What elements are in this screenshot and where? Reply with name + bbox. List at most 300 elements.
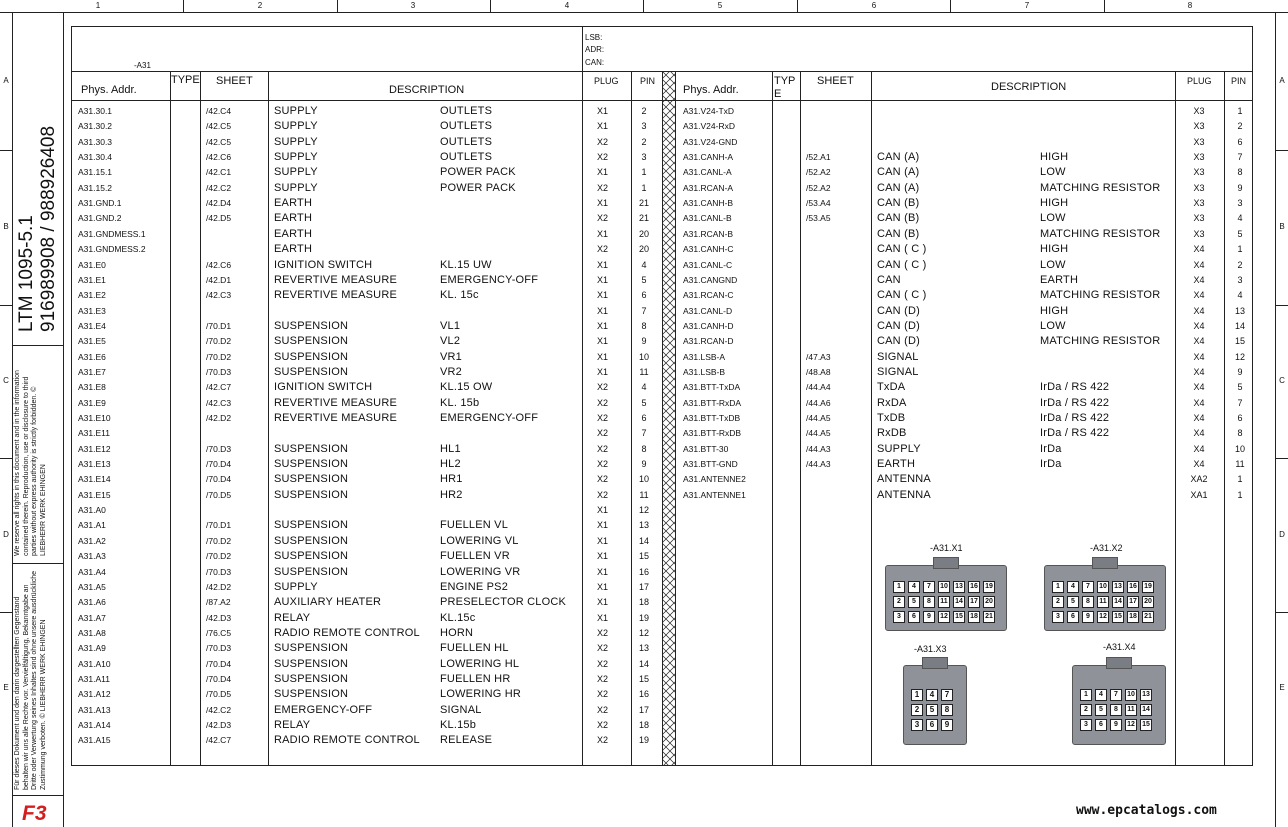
- watermark: www.epcatalogs.com: [1076, 803, 1217, 818]
- connector-pin: 13: [1140, 689, 1152, 701]
- adr-label: ADR:: [585, 45, 605, 54]
- description-secondary: FUELLEN HL: [440, 642, 509, 655]
- pin-number: 5: [641, 397, 647, 408]
- description-primary: AUXILIARY HEATER: [274, 596, 382, 609]
- notice-text: Für dieses Dokument und den darin dargestellten Gegenstand behalten wir uns alle Rechte vor. Vervielfältigung, Bekanntgabe an Dritte oder Verwertung seines Inhaltes sind ohne unsere ausdrückliche Zustimmung verboten.: [14, 570, 47, 790]
- description-primary: SUSPENSION: [274, 672, 349, 685]
- sheet-ref: /76.C5: [206, 627, 232, 638]
- description-secondary: MATCHING RESISTOR: [1040, 335, 1161, 348]
- pin-number: 19: [638, 612, 649, 623]
- connector-pin: 19: [1142, 581, 1154, 593]
- connector-pin: 21: [1142, 611, 1154, 623]
- pin-number: 13: [1234, 305, 1245, 316]
- description-secondary: OUTLETS: [440, 151, 493, 164]
- description-secondary: OUTLETS: [440, 120, 493, 133]
- module-label: -A31: [134, 61, 151, 70]
- description-primary: TxDB: [877, 412, 906, 424]
- phys-address: A31.E6: [78, 351, 106, 362]
- connector-pin: 9: [941, 719, 953, 731]
- phys-address: A31.CANGND: [683, 274, 738, 285]
- pin-number: 3: [641, 121, 647, 132]
- description-secondary: IrDa: [1040, 442, 1062, 455]
- pin-number: 10: [1234, 443, 1245, 454]
- phys-address: A31.ANTENNE1: [683, 489, 746, 500]
- description-primary: RxDB: [877, 427, 907, 440]
- description-secondary: VL2: [440, 335, 461, 348]
- phys-address: A31.CANH-D: [683, 320, 734, 331]
- pin-number: 8: [1237, 167, 1243, 178]
- pin-number: 15: [638, 673, 649, 684]
- plug-id: X4: [1193, 459, 1205, 470]
- column-header-plug: PLUG: [594, 76, 619, 86]
- description-primary: CAN (B): [877, 197, 920, 210]
- document-title: LTM 1095-5.1: [16, 215, 37, 332]
- connector-pin: 11: [938, 596, 950, 608]
- pin-number: 9: [641, 459, 647, 470]
- description-primary: SUSPENSION: [274, 442, 349, 455]
- description-secondary: IrDa / RS 422: [1040, 412, 1110, 424]
- plug-id: X1: [597, 551, 609, 562]
- description-secondary: KL. 15c: [440, 289, 479, 302]
- plug-id: X1: [597, 228, 609, 239]
- sheet-ref: /70.D3: [206, 566, 232, 577]
- description-primary: SUSPENSION: [274, 350, 349, 363]
- sheet-ref: /70.D2: [206, 336, 232, 347]
- phys-address: A31.BTT-TxDB: [683, 413, 741, 423]
- plug-id: X1: [597, 351, 609, 362]
- phys-address: A31.V24-GND: [683, 136, 738, 147]
- sheet-ref: /70.D1: [206, 320, 232, 331]
- description-primary: SUPPLY: [274, 181, 318, 194]
- plug-id: X1: [597, 597, 609, 608]
- description-primary: EARTH: [274, 197, 313, 210]
- description-primary: REVERTIVE MEASURE: [274, 396, 398, 409]
- plug-id: X1: [597, 167, 609, 178]
- description-primary: SUSPENSION: [274, 335, 349, 348]
- description-primary: IGNITION SWITCH: [274, 258, 373, 271]
- connector-pin: 15: [1112, 611, 1124, 623]
- connector-pin: 2: [893, 596, 905, 608]
- plug-id: X2: [597, 244, 609, 255]
- phys-address: A31.A7: [78, 612, 106, 623]
- pin-number: 3: [641, 152, 647, 163]
- description-secondary: OUTLETS: [440, 105, 493, 117]
- pin-number: 6: [1237, 136, 1243, 147]
- description-primary: SUSPENSION: [274, 473, 349, 486]
- description-secondary: OUTLETS: [440, 135, 493, 148]
- plug-id: X2: [597, 658, 609, 669]
- frame-side-border: [63, 12, 64, 827]
- description-primary: SUSPENSION: [274, 365, 349, 378]
- plug-id: X1: [597, 320, 609, 331]
- sheet-ref: /44.A5: [806, 428, 831, 439]
- sheet-ref: /52.A2: [806, 167, 831, 178]
- connector-pin: 10: [1097, 581, 1109, 593]
- connector-pin: 4: [908, 581, 920, 593]
- plug-id: X2: [597, 643, 609, 654]
- phys-address: A31.15.2: [78, 182, 113, 193]
- column-number: 8: [1187, 1, 1193, 10]
- connector-pin: 4: [926, 689, 938, 701]
- phys-address: A31.CANH-B: [683, 198, 734, 209]
- plug-id: X2: [597, 397, 609, 408]
- pin-number: 12: [638, 627, 649, 638]
- column-number: 3: [410, 1, 416, 10]
- pin-number: 2: [1237, 121, 1243, 132]
- description-primary: SUSPENSION: [274, 319, 349, 332]
- phys-address: A31.CANL-D: [683, 305, 733, 316]
- description-secondary: EARTH: [1040, 273, 1079, 286]
- description-secondary: VL1: [440, 319, 461, 332]
- phys-address: A31.A4: [78, 566, 106, 577]
- pin-number: 14: [638, 535, 649, 546]
- description-secondary: MATCHING RESISTOR: [1040, 181, 1161, 194]
- sheet-ref: /70.D3: [206, 443, 232, 454]
- phys-address: A31.CANL-C: [683, 259, 733, 270]
- sheet-ref: /44.A6: [806, 397, 831, 408]
- description-primary: SUPPLY: [274, 105, 318, 117]
- plug-id: X2: [597, 627, 609, 638]
- phys-address: A31.A12: [78, 689, 111, 700]
- row-letter: A: [1279, 76, 1285, 85]
- pin-number: 1: [641, 182, 647, 193]
- plug-id: X2: [597, 413, 609, 423]
- description-secondary: POWER PACK: [440, 181, 516, 194]
- description-primary: SUSPENSION: [274, 657, 349, 670]
- description-secondary: IrDa / RS 422: [1040, 396, 1110, 409]
- sheet-ref: /42.D1: [206, 274, 232, 285]
- description-secondary: POWER PACK: [440, 166, 516, 179]
- connector-latch: [1092, 557, 1118, 569]
- plug-id: X2: [597, 704, 609, 715]
- row-letter: E: [1279, 683, 1285, 692]
- connector-pin: 14: [1112, 596, 1124, 608]
- sheet-ref: /70.D2: [206, 535, 232, 546]
- connector-pin: 12: [1097, 611, 1109, 623]
- pin-number: 11: [1235, 459, 1245, 470]
- pin-number: 20: [638, 244, 649, 255]
- description-secondary: HIGH: [1040, 243, 1069, 256]
- sheet-ref: /47.A3: [806, 351, 831, 362]
- description-secondary: RELEASE: [440, 734, 493, 747]
- description-secondary: IrDa: [1040, 458, 1062, 471]
- sheet-ref: /42.D2: [206, 581, 232, 592]
- pin-number: 11: [639, 489, 649, 500]
- phys-address: A31.CANH-C: [683, 244, 734, 255]
- notice-text: We reserve all rights in this document and in the information contained therein. Reproduction, use or disclosure to third parties without express authority is strictly forbidden.: [14, 370, 38, 556]
- connector-pin: 5: [1095, 704, 1107, 716]
- pin-number: 4: [641, 382, 647, 393]
- column-header-address: Phys. Addr.: [683, 84, 739, 96]
- description-secondary: HIGH: [1040, 197, 1069, 210]
- sheet-ref: /70.D3: [206, 366, 232, 377]
- sheet-ref: /42.D3: [206, 720, 232, 730]
- connector-pin: 3: [1080, 719, 1092, 731]
- description-secondary: HR1: [440, 473, 463, 486]
- column-header-type: TYPE: [171, 74, 200, 86]
- phys-address: A31.ANTENNE2: [683, 474, 746, 485]
- connector-pin: 12: [938, 611, 950, 623]
- connector-pin: 7: [923, 581, 935, 593]
- description-primary: RELAY: [274, 719, 311, 731]
- plug-id: X4: [1193, 397, 1205, 408]
- pin-number: 9: [1237, 182, 1243, 193]
- plug-id: X1: [597, 336, 609, 347]
- description-primary: EMERGENCY-OFF: [274, 703, 373, 716]
- description-secondary: LOWERING VL: [440, 534, 519, 547]
- phys-address: A31.E9: [78, 397, 106, 408]
- pin-number: 9: [1237, 366, 1243, 377]
- lsb-label: LSB:: [585, 33, 603, 42]
- plug-id: X3: [1193, 167, 1205, 178]
- pin-number: 8: [641, 443, 647, 454]
- phys-address: A31.RCAN-A: [683, 182, 734, 193]
- description-secondary: VR2: [440, 365, 462, 378]
- description-secondary: MATCHING RESISTOR: [1040, 227, 1161, 240]
- phys-address: A31.E1: [78, 274, 106, 285]
- row-letter: C: [3, 376, 9, 385]
- connector-pin: 16: [968, 581, 980, 593]
- description-primary: SUSPENSION: [274, 642, 349, 655]
- connector-pin: 1: [911, 689, 923, 701]
- logo: F3: [22, 802, 47, 825]
- connector-pin: 5: [1067, 596, 1079, 608]
- plug-id: X1: [597, 259, 609, 270]
- description-primary: SUSPENSION: [274, 688, 349, 701]
- description-primary: CAN (A): [877, 181, 920, 194]
- pin-number: 3: [1237, 274, 1243, 285]
- phys-address: A31.E10: [78, 413, 111, 423]
- connector-pin: 16: [1127, 581, 1139, 593]
- description-primary: SIGNAL: [877, 350, 919, 363]
- phys-address: A31.E12: [78, 443, 111, 454]
- column-number: 4: [564, 1, 570, 10]
- pin-number: 5: [1237, 382, 1243, 393]
- connector-pin: 6: [1067, 611, 1079, 623]
- plug-id: X2: [597, 136, 609, 147]
- description-primary: SUSPENSION: [274, 519, 349, 532]
- connector-pin: 8: [923, 596, 935, 608]
- column-number: 7: [1024, 1, 1030, 10]
- connector-label: -A31.X3: [914, 644, 947, 654]
- plug-id: X4: [1193, 413, 1205, 423]
- connector-pin: 14: [953, 596, 965, 608]
- sheet-ref: /42.C2: [206, 182, 232, 193]
- plug-id: X2: [597, 382, 609, 393]
- plug-id: XA2: [1190, 474, 1208, 485]
- connector-pin: 21: [983, 611, 995, 623]
- phys-address: A31.A2: [78, 535, 106, 546]
- connector-pin: 13: [1112, 581, 1124, 593]
- sheet-ref: /70.D5: [206, 689, 232, 700]
- connector-pin: 7: [941, 689, 953, 701]
- plug-id: X1: [597, 581, 609, 592]
- plug-id: X3: [1193, 136, 1205, 147]
- pin-number: 7: [641, 305, 647, 316]
- description-secondary: IrDa / RS 422: [1040, 427, 1110, 440]
- pin-number: 1: [1237, 474, 1243, 485]
- plug-id: X3: [1193, 121, 1205, 132]
- column-header-type: TYPE: [774, 75, 796, 100]
- frame-top-border: [0, 12, 1288, 13]
- pin-number: 11: [639, 366, 649, 377]
- pin-number: 15: [1234, 336, 1245, 347]
- description-primary: CAN ( C ): [877, 258, 927, 271]
- pin-number: 8: [1237, 428, 1243, 439]
- connector-label: -A31.X4: [1103, 642, 1136, 652]
- connector-pin: 5: [908, 596, 920, 608]
- plug-id: X4: [1193, 428, 1205, 439]
- document-number: 916989908 / 988926408: [38, 125, 59, 332]
- connector-pin: 18: [1127, 611, 1139, 623]
- phys-address: A31.CANL-A: [683, 167, 732, 178]
- column-header-pin: PIN: [1231, 76, 1247, 86]
- pin-number: 4: [1237, 290, 1243, 301]
- sheet-ref: /42.C3: [206, 397, 232, 408]
- connector-pin: 5: [926, 704, 938, 716]
- row-letter: A: [3, 76, 9, 85]
- column-number: 2: [257, 1, 263, 10]
- connector-pin: 12: [1125, 719, 1137, 731]
- description-primary: SUPPLY: [274, 135, 318, 148]
- sheet-ref: /42.D5: [206, 213, 232, 224]
- plug-id: X2: [597, 182, 609, 193]
- connector-pin: 9: [1110, 719, 1122, 731]
- notice-company: © LIEBHERR WERK EHINGEN: [39, 619, 47, 719]
- connector-pin: 2: [1080, 704, 1092, 716]
- pin-number: 1: [1237, 489, 1243, 500]
- pin-number: 4: [641, 259, 647, 270]
- phys-address: A31.GNDMESS.1: [78, 228, 146, 239]
- sheet-ref: /44.A3: [806, 443, 831, 454]
- sheet-ref: /53.A5: [806, 213, 831, 224]
- description-primary: RxDA: [877, 396, 907, 409]
- plug-id: X3: [1193, 198, 1205, 209]
- description-secondary: KL.15b: [440, 719, 477, 731]
- description-secondary: FUELLEN VR: [440, 550, 510, 563]
- pin-number: 15: [638, 551, 649, 562]
- description-primary: IGNITION SWITCH: [274, 381, 373, 394]
- description-primary: CAN ( C ): [877, 243, 927, 256]
- pin-number: 21: [638, 213, 649, 224]
- plug-id: X4: [1193, 259, 1205, 270]
- description-secondary: IrDa / RS 422: [1040, 381, 1110, 394]
- connector-pin: 17: [968, 596, 980, 608]
- description-secondary: HORN: [440, 626, 474, 639]
- description-primary: REVERTIVE MEASURE: [274, 289, 398, 302]
- pin-number: 7: [1237, 397, 1243, 408]
- pin-number: 9: [641, 336, 647, 347]
- phys-address: A31.E5: [78, 336, 106, 347]
- notice-company: © LIEBHERR WERK EHINGEN: [31, 386, 47, 556]
- pin-number: 1: [1237, 106, 1243, 116]
- phys-address: A31.30.2: [78, 121, 113, 132]
- row-letter: C: [1279, 376, 1285, 385]
- description-secondary: HR2: [440, 488, 463, 501]
- phys-address: A31.A9: [78, 643, 106, 654]
- sheet-ref: /42.C7: [206, 382, 232, 393]
- connector-pin: 3: [911, 719, 923, 731]
- sheet-ref: /42.C4: [206, 106, 232, 116]
- phys-address: A31.30.4: [78, 152, 113, 163]
- pin-number: 6: [1237, 413, 1243, 423]
- pin-number: 16: [638, 689, 649, 700]
- sheet-ref: /42.D4: [206, 198, 232, 209]
- column-header-description: DESCRIPTION: [389, 84, 465, 96]
- connector-latch: [933, 557, 959, 569]
- plug-id: X1: [597, 305, 609, 316]
- description-primary: EARTH: [877, 458, 916, 471]
- column-number: 1: [95, 1, 101, 10]
- connector-pin: 9: [923, 611, 935, 623]
- description-primary: SUPPLY: [877, 442, 921, 455]
- pin-number: 13: [638, 520, 649, 531]
- phys-address: A31.30.1: [78, 106, 113, 116]
- pin-number: 1: [1237, 244, 1243, 255]
- column-header-plug: PLUG: [1187, 76, 1212, 86]
- phys-address: A31.A6: [78, 597, 106, 608]
- pin-number: 14: [638, 658, 649, 669]
- plug-id: X1: [597, 106, 609, 116]
- description-secondary: FUELLEN VL: [440, 519, 509, 532]
- phys-address: A31.RCAN-D: [683, 336, 734, 347]
- sheet-ref: /42.C7: [206, 735, 232, 746]
- sheet-ref: /42.D3: [206, 612, 232, 623]
- plug-id: X4: [1193, 244, 1205, 255]
- phys-address: A31.A8: [78, 627, 106, 638]
- sheet-ref: /42.C1: [206, 167, 232, 178]
- plug-id: X2: [597, 735, 609, 746]
- plug-id: X4: [1193, 290, 1205, 301]
- description-secondary: KL.15c: [440, 611, 476, 624]
- column-header-sheet: SHEET: [216, 75, 253, 87]
- phys-address: A31.CANH-A: [683, 152, 734, 163]
- sheet-ref: /42.C6: [206, 259, 232, 270]
- plug-id: X2: [597, 443, 609, 454]
- phys-address: A31.E15: [78, 489, 111, 500]
- connector-pin: 7: [1110, 689, 1122, 701]
- description-primary: ANTENNA: [877, 488, 931, 501]
- description-primary: SUSPENSION: [274, 565, 349, 578]
- phys-address: A31.BTT-RxDA: [683, 397, 742, 408]
- phys-address: A31.A15: [78, 735, 111, 746]
- connector-pin: 15: [1140, 719, 1152, 731]
- description-primary: RADIO REMOTE CONTROL: [274, 734, 420, 747]
- pin-number: 10: [638, 474, 649, 485]
- sheet-ref: /42.C5: [206, 121, 232, 132]
- plug-id: X4: [1193, 274, 1205, 285]
- phys-address: A31.A5: [78, 581, 106, 592]
- plug-id: X1: [597, 121, 609, 132]
- pin-number: 13: [638, 643, 649, 654]
- connector-pin: 6: [1095, 719, 1107, 731]
- plug-id: X2: [597, 489, 609, 500]
- phys-address: A31.30.3: [78, 136, 113, 147]
- description-primary: EARTH: [274, 243, 313, 256]
- connector-pin: 15: [953, 611, 965, 623]
- pin-number: 17: [638, 704, 649, 715]
- description-secondary: EMERGENCY-OFF: [440, 273, 539, 286]
- pin-number: 12: [638, 505, 649, 516]
- description-primary: EARTH: [274, 212, 313, 225]
- connector-pin: 4: [1067, 581, 1079, 593]
- sheet-ref: /70.D5: [206, 489, 232, 500]
- description-primary: RADIO REMOTE CONTROL: [274, 626, 420, 639]
- connector-pin: 2: [911, 704, 923, 716]
- description-secondary: HIGH: [1040, 304, 1069, 317]
- plug-id: X1: [597, 198, 609, 209]
- connector-pin: 9: [1082, 611, 1094, 623]
